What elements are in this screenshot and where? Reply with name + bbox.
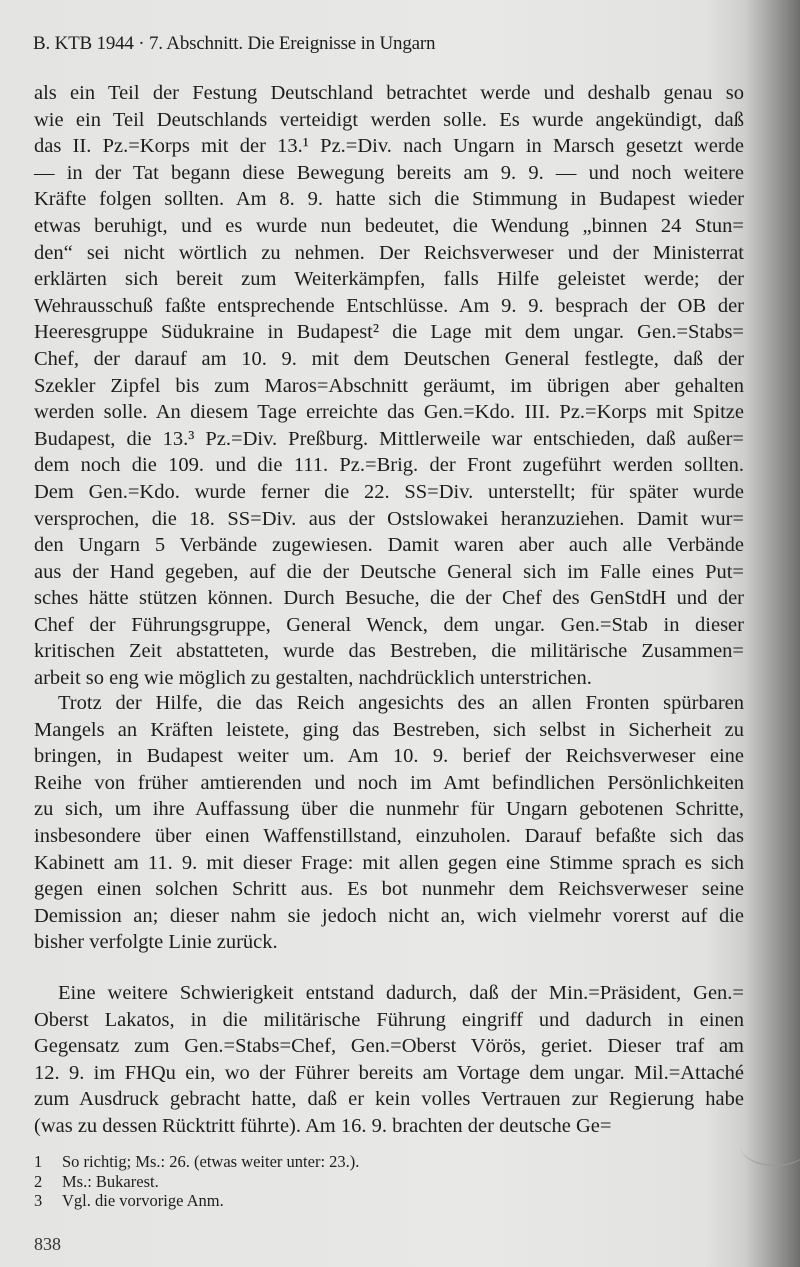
- text-line: Chef der Führungsgruppe, General Wenck, dem ungar. Gen.=Stab in dieser: [34, 613, 744, 636]
- footnote-number: 2: [34, 1171, 43, 1191]
- footnote-text: So richtig; Ms.: 26. (etwas weiter unter: 23.).: [62, 1152, 360, 1171]
- text-line: Szekler Zipfel bis zum Maros=Abschnitt geräumt, im übrigen aber gehalten: [34, 374, 744, 397]
- text-line: bringen, in Budapest weiter um. Am 10. 9. berief der Reichsverweser eine: [34, 745, 744, 768]
- footnote: [34, 1152, 359, 1172]
- footnote-number: 1: [34, 1152, 43, 1171]
- text-line: — in der Tat begann diese Bewegung bereits am 9. 9. — und noch weitere: [34, 161, 744, 184]
- footnote-text: Vgl. die vorvorige Anm.: [62, 1191, 224, 1210]
- text-line: etwas beruhigt, und es wurde nun bedeutet, die Wendung „binnen 24 Stun=: [34, 214, 744, 237]
- text-line: werden solle. An diesem Tage erreichte das Gen.=Kdo. III. Pz.=Korps mit Spitze: [34, 401, 744, 424]
- text-line: Gegensatz zum Gen.=Stabs=Chef, Gen.=Oberst Vörös, geriet. Dieser traf am: [34, 1035, 744, 1058]
- text-line: Eine weitere Schwierigkeit entstand dadurch, daß der Min.=Präsident, Gen.=: [58, 982, 744, 1004]
- text-line: Demission an; dieser nahm sie jedoch nicht an, wich vielmehr vorerst auf die: [34, 904, 744, 927]
- text-line: wie ein Teil Deutschlands verteidigt werden solle. Es wurde angekündigt, daß: [34, 108, 744, 131]
- text-line: (was zu dessen Rücktritt führte). Am 16. 9. brachten der deutsche Ge=: [34, 1114, 612, 1137]
- text-line: Reihe von früher amtierenden und noch im Amt befindlichen Persönlichkeiten: [34, 771, 744, 794]
- footnote: [34, 1172, 359, 1192]
- footnote-number: 3: [34, 1191, 43, 1210]
- page-edge-curl: [740, 1125, 800, 1166]
- text-line: den Ungarn 5 Verbände zugewiesen. Damit waren aber auch alle Verbände: [34, 534, 744, 557]
- text-line: erklärten sich bereit zum Weiterkämpfen, falls Hilfe geleistet werde; der: [34, 268, 744, 291]
- paragraph-1: [34, 80, 744, 692]
- text-line: Heeresgruppe Südukraine in Budapest² die Lage mit dem ungar. Gen.=Stabs=: [34, 321, 744, 344]
- text-line: sches hätte stützen können. Durch Besuche, die der Chef des GenStdH und der: [34, 587, 744, 610]
- text-line: arbeit so eng wie möglich zu gestalten, nachdrücklich unterstrichen.: [34, 667, 592, 690]
- text-line: versprochen, die 18. SS=Div. aus der Ostslowakei heranzuziehen. Damit wur=: [34, 507, 744, 530]
- text-line: Kabinett am 11. 9. mit dieser Frage: mit allen gegen eine Stimme sprach es sich: [34, 851, 744, 874]
- text-line: Trotz der Hilfe, die das Reich angesichts des an allen Fronten spürbaren: [58, 692, 744, 714]
- text-line: insbesondere über einen Waffenstillstand, einzuholen. Darauf befaßte sich das: [34, 824, 744, 847]
- text-line: zu sich, um ihre Auffassung über die nunmehr für Ungarn gebotenen Schritte,: [34, 798, 744, 821]
- text-line: das II. Pz.=Korps mit der 13.¹ Pz.=Div. nach Ungarn in Marsch gesetzt werde: [34, 135, 744, 158]
- paragraph-3: [34, 980, 744, 1140]
- text-line: den“ sei nicht wörtlich zu nehmen. Der Reichsverweser und der Ministerrat: [34, 241, 744, 264]
- text-line: zum Ausdruck gebracht hatte, daß er kein volles Vertrauen zur Regierung habe: [34, 1088, 744, 1111]
- text-line: Dem Gen.=Kdo. wurde ferner die 22. SS=Div. unterstellt; für später wurde: [34, 480, 744, 503]
- footnotes: [34, 1152, 359, 1211]
- text-line: 12. 9. im FHQu ein, wo der Führer bereits am Vortage dem ungar. Mil.=Attaché: [34, 1061, 744, 1084]
- text-line: aus der Hand gegeben, auf die der Deutsche General sich im Falle eines Put=: [34, 560, 744, 583]
- paragraph-2: [34, 690, 744, 956]
- text-line: bisher verfolgte Linie zurück.: [34, 931, 278, 954]
- text-line: Chef, der darauf am 10. 9. mit dem Deutschen General festlegte, daß der: [34, 347, 744, 370]
- text-line: kritischen Zeit abstatteten, wurde das Bestreben, die militärische Zusammen=: [34, 640, 744, 663]
- running-header: B. KTB 1944 · 7. Abschnitt. Die Ereignisse in Ungarn: [33, 33, 436, 54]
- text-line: Mangels an Kräften leistete, ging das Bestreben, sich selbst in Sicherheit zu: [34, 718, 744, 741]
- text-line: Oberst Lakatos, in die militärische Führung eingriff und dadurch in einen: [34, 1008, 744, 1031]
- text-line: Kräfte folgen sollten. Am 8. 9. hatte sich die Stimmung in Budapest wieder: [34, 188, 744, 211]
- text-line: Wehrausschuß faßte entsprechende Entschlüsse. Am 9. 9. besprach der OB der: [34, 294, 744, 317]
- text-line: gegen einen solchen Schritt aus. Es bot nunmehr dem Reichsverweser seine: [34, 878, 744, 901]
- text-line: als ein Teil der Festung Deutschland betrachtet werde und deshalb genau so: [34, 82, 744, 104]
- text-line: dem noch die 109. und die 111. Pz.=Brig. der Front zugeführt werden sollten.: [34, 454, 744, 477]
- text-line: Budapest, die 13.³ Pz.=Div. Preßburg. Mittlerweile war entschieden, daß außer=: [34, 427, 744, 450]
- footnote-text: Ms.: Bukarest.: [62, 1171, 159, 1191]
- page-number: 838: [34, 1234, 61, 1254]
- footnote: [34, 1191, 359, 1211]
